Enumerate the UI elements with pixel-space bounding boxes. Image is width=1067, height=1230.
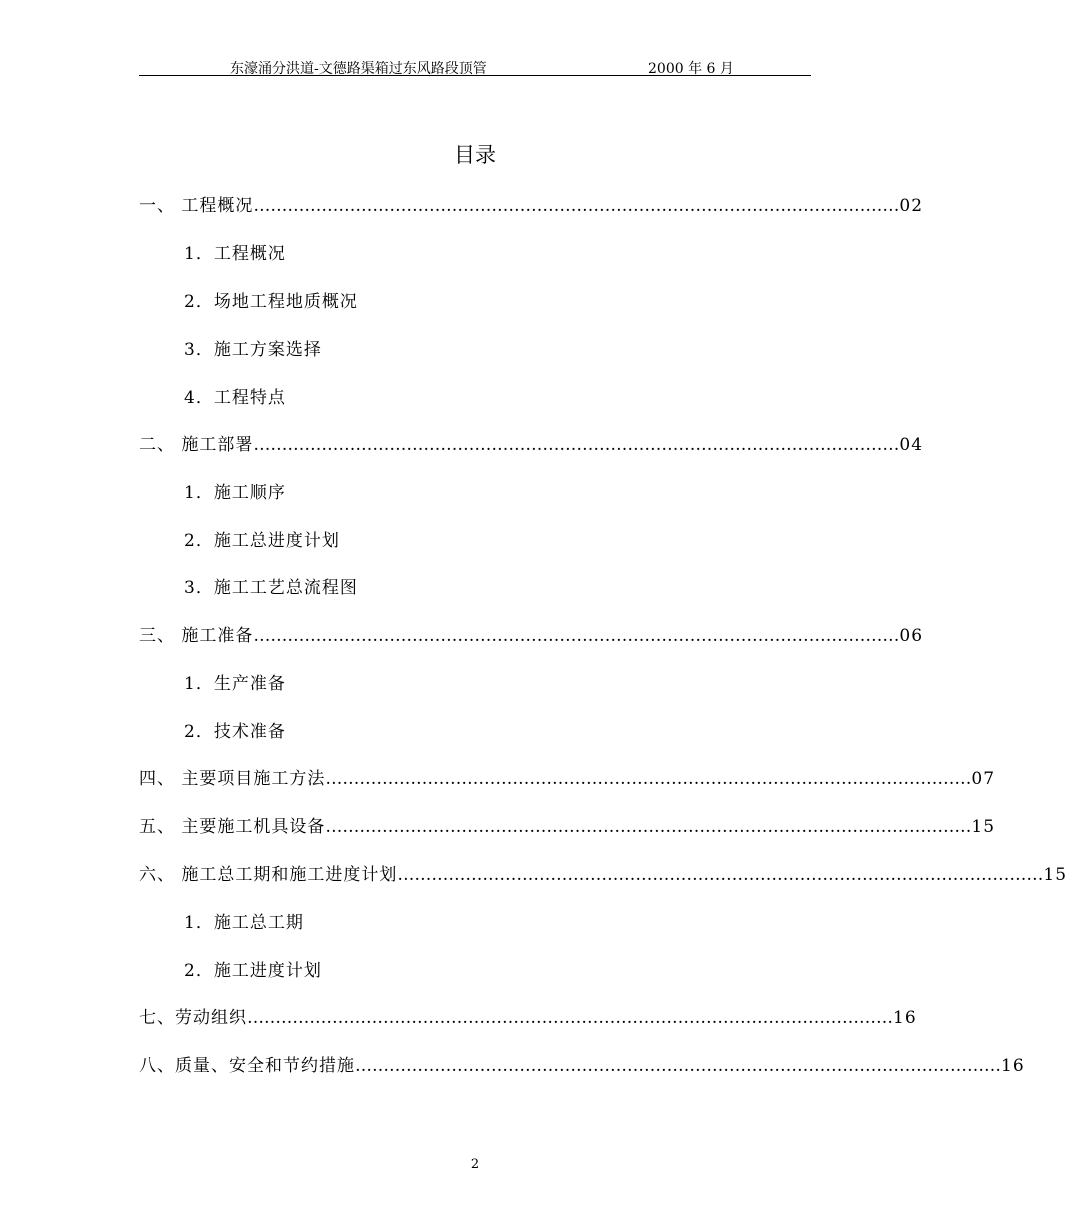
- toc-entry-page: 16: [893, 1008, 917, 1028]
- toc-entry-label: 一、 工程概况: [139, 196, 254, 216]
- toc-subentry[interactable]: [184, 717, 584, 742]
- toc-subentry-label: 4．工程特点: [184, 388, 286, 408]
- toc-entry-page: 16: [1001, 1056, 1025, 1076]
- toc-subentry-label: 2．技术准备: [184, 722, 286, 742]
- header-project-title: 东濠涌分洪道-文德路渠箱过东风路段顶管: [230, 61, 487, 77]
- toc-leader-dots: ……………………………………………………………………………………………………: [253, 435, 900, 455]
- toc-subentry-label: 1．生产准备: [184, 674, 286, 694]
- toc-leader-dots: ……………………………………………………………………………………………………: [253, 626, 900, 646]
- toc-entry-label: 五、 主要施工机具设备: [139, 817, 326, 837]
- toc-entry-page: 07: [971, 769, 996, 789]
- toc-subentry[interactable]: [184, 239, 584, 264]
- toc-entry-page: 04: [899, 435, 924, 455]
- toc-subentry-label: 3．施工方案选择: [184, 340, 322, 360]
- toc-entry-page: 15: [971, 817, 996, 837]
- toc-subentry-label: 1．施工顺序: [184, 483, 286, 503]
- toc-leader-dots: ……………………………………………………………………………………………………: [397, 865, 1044, 885]
- toc-entry[interactable]: [139, 860, 1067, 885]
- toc-subentry[interactable]: [184, 573, 584, 598]
- toc-subentry[interactable]: [184, 287, 584, 312]
- toc-title: 目录: [454, 143, 496, 167]
- toc-subentry-label: 3．施工工艺总流程图: [184, 578, 358, 598]
- toc-entry-label: 七、劳动组织: [139, 1008, 247, 1028]
- toc-entry-label: 二、 施工部署: [139, 435, 254, 455]
- toc-entry-page: 02: [899, 196, 924, 216]
- toc-subentry-label: 2．施工总进度计划: [184, 531, 340, 551]
- toc-subentry[interactable]: [184, 335, 584, 360]
- toc-leader-dots: ……………………………………………………………………………………………………: [253, 196, 900, 216]
- toc-entry-page: 06: [899, 626, 924, 646]
- toc-entry-label: 八、质量、安全和节约措施: [139, 1056, 355, 1076]
- toc-subentry-label: 1．工程概况: [184, 244, 286, 264]
- header-date: 2000 年 6 月: [648, 61, 734, 77]
- toc-subentry-label: 1．施工总工期: [184, 913, 304, 933]
- toc-entry[interactable]: [139, 764, 996, 789]
- toc-entry-label: 三、 施工准备: [139, 626, 254, 646]
- toc-entry[interactable]: [139, 1051, 1025, 1076]
- toc-subentry-label: 2．场地工程地质概况: [184, 292, 358, 312]
- toc-entry[interactable]: [139, 191, 924, 216]
- toc-subentry[interactable]: [184, 383, 584, 408]
- toc-subentry-label: 2．施工进度计划: [184, 961, 322, 981]
- toc-subentry[interactable]: [184, 908, 584, 933]
- toc-leader-dots: ……………………………………………………………………………………………………: [355, 1056, 1001, 1076]
- toc-leader-dots: ……………………………………………………………………………………………………: [325, 769, 972, 789]
- header-rule: [139, 75, 811, 76]
- toc-entry-label: 四、 主要项目施工方法: [139, 769, 326, 789]
- toc-entry[interactable]: [139, 430, 924, 455]
- toc-subentry[interactable]: [184, 956, 584, 981]
- toc-entry[interactable]: [139, 812, 996, 837]
- toc-subentry[interactable]: [184, 526, 584, 551]
- toc-subentry[interactable]: [184, 478, 584, 503]
- toc-leader-dots: ……………………………………………………………………………………………………: [247, 1008, 893, 1028]
- toc-entry[interactable]: [139, 621, 924, 646]
- toc-subentry[interactable]: [184, 669, 584, 694]
- toc-leader-dots: ……………………………………………………………………………………………………: [325, 817, 972, 837]
- toc-entry-label: 六、 施工总工期和施工进度计划: [139, 865, 398, 885]
- toc-entry-page: 15: [1043, 865, 1067, 885]
- page-number: 2: [470, 1157, 480, 1172]
- toc-entry[interactable]: [139, 1003, 917, 1028]
